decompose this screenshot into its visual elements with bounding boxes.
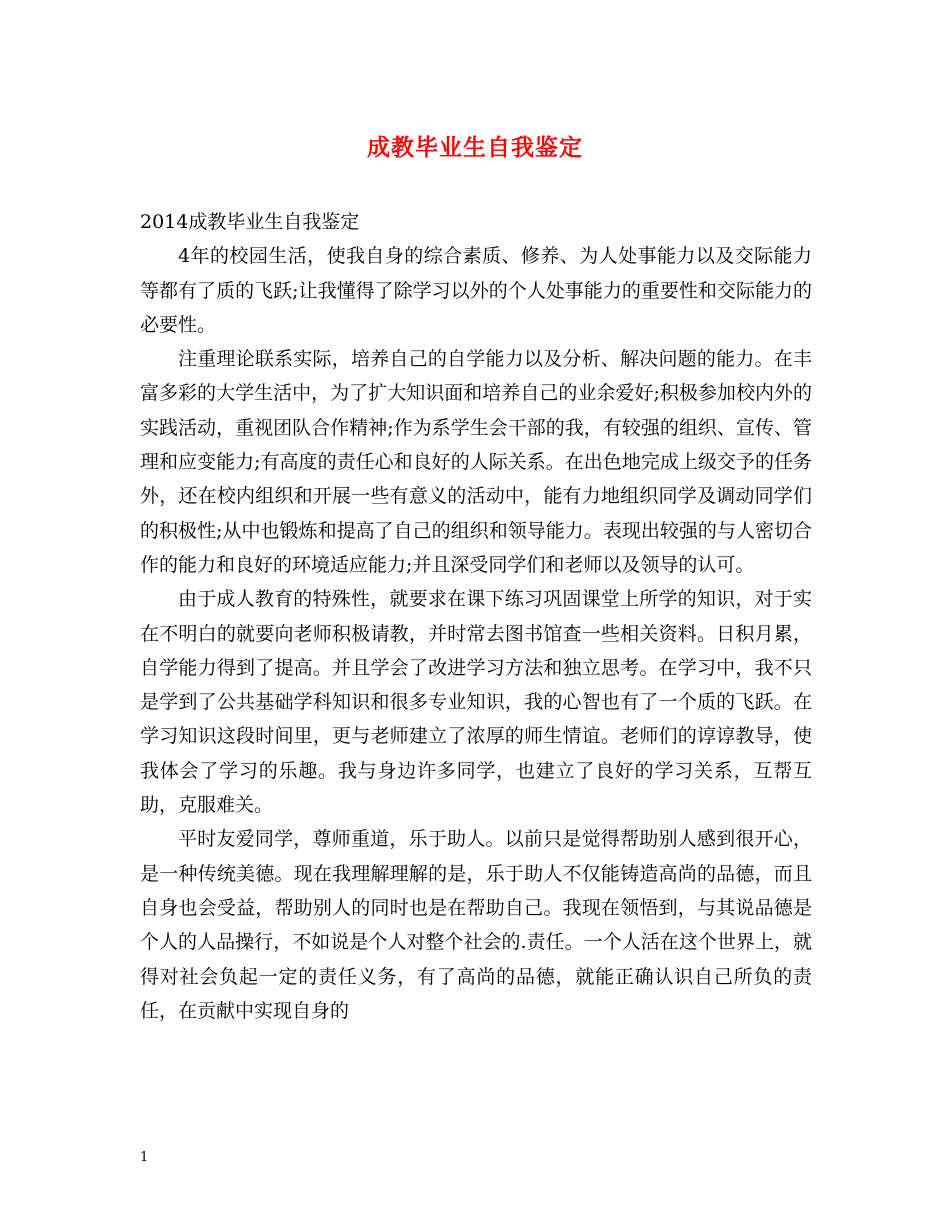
document-subtitle: 2014成教毕业生自我鉴定 (140, 211, 360, 233)
document-title: 成教毕业生自我鉴定 (367, 134, 583, 161)
page-number: 1 (140, 1150, 149, 1165)
paragraph-4: 平时友爱同学，尊师重道，乐于助人。以前只是觉得帮助别人感到很开心，是一种传统美德。现在我理解理解的是，乐于助人不仅能铸造高尚的品德，而且自身也会受益，帮助别人的同时也是在帮助自己。我现在领悟到，与其说品德是个人的人品操行，不如说是个人对整个社会的.责任。一个人活在这个世界上，就得对社会负起一定的责任义务，有了高尚的品德，就能正确认识自己所负的责任，在贡献中实现自身的 (140, 828, 812, 1022)
paragraph-1: 4年的校园生活，使我自身的综合素质、修养、为人处事能力以及交际能力等都有了质的飞跃;让我懂得了除学习以外的个人处事能力的重要性和交际能力的必要性。 (140, 245, 812, 336)
paragraph-2: 注重理论联系实际，培养自己的自学能力以及分析、解决问题的能力。在丰富多彩的大学生活中，为了扩大知识面和培养自己的业余爱好;积极参加校内外的实践活动，重视团队合作精神;作为系学生会干部的我，有较强的组织、宣传、管理和应变能力;有高度的责任心和良好的人际关系。在出色地完成上级交予的任务外，还在校内组织和开展一些有意义的活动中，能有力地组织同学及调动同学们的积极性;从中也锻炼和提高了自己的组织和领导能力。表现出较强的与人密切合作的能力和良好的环境适应能力;并且深受同学们和老师以及领导的认可。 (140, 348, 812, 576)
paragraph-3: 由于成人教育的特殊性，就要求在课下练习巩固课堂上所学的知识，对于实在不明白的就要向老师积极请教，并时常去图书馆查一些相关资料。日积月累，自学能力得到了提高。并且学会了改进学习方法和独立思考。在学习中，我不只是学到了公共基础学科知识和很多专业知识，我的心智也有了一个质的飞跃。在学习知识这段时间里，更与老师建立了浓厚的师生情谊。老师们的谆谆教导，使我体会了学习的乐趣。我与身边许多同学，也建立了良好的学习关系，互帮互助，克服难关。 (140, 588, 812, 817)
document-body (140, 205, 812, 1028)
